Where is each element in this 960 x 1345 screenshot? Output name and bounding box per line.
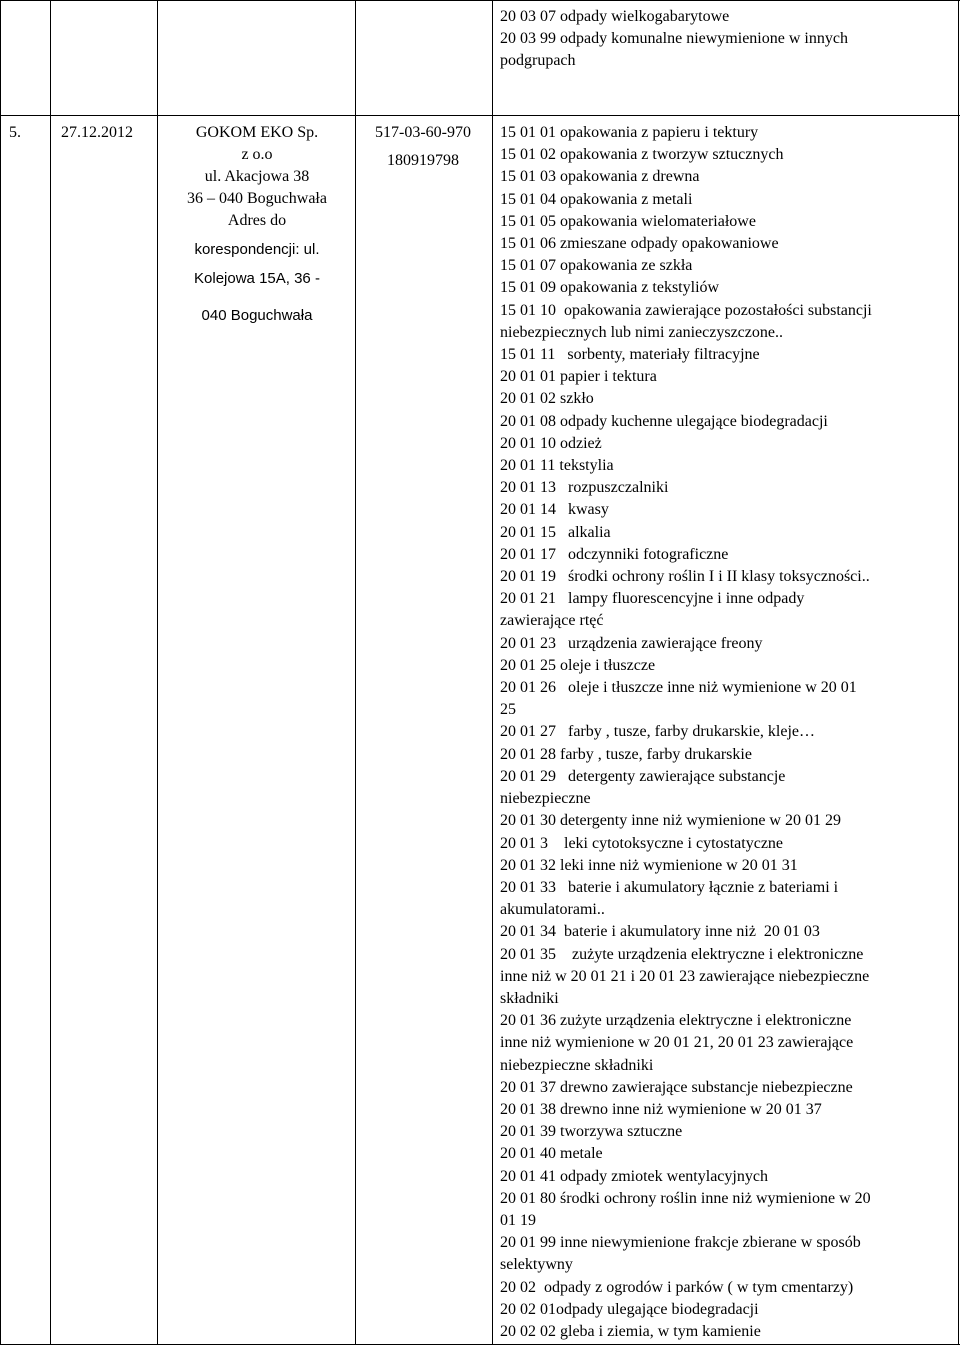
column-divider [492,0,493,1345]
waste-code-line: 20 03 07 odpady wielkogabarytowe [500,8,730,25]
waste-code-line: 01 19 [500,1211,536,1229]
waste-code-line: podgrupach [500,52,576,69]
waste-code-line: niebezpieczne składniki [500,1056,654,1074]
waste-code-line: zawierające rtęć [500,612,604,630]
waste-code-line: akumulatorami.. [500,901,605,919]
waste-code-line: 20 02 01odpady ulegające biodegradacji [500,1300,759,1318]
waste-code-line: 20 01 14 kwasy [500,501,609,519]
waste-code-line: 20 01 35 zużyte urządzenia elektryczne i elektroniczne [500,945,864,963]
waste-code-line: 15 01 07 opakowania ze szkła [500,257,693,275]
waste-code-line: 20 01 37 drewno zawierające substancje niebezpieczne [500,1078,853,1096]
waste-code-line: 20 01 34 baterie i akumulatory inne niż 20 01 03 [500,923,820,941]
column-divider [355,0,356,1345]
waste-code-line: 20 01 36 zużyte urządzenia elektryczne i elektroniczne [500,1012,852,1030]
waste-code-line: 20 01 38 drewno inne niż wymienione w 20 01 37 [500,1100,822,1118]
company-name-line: z o.o [241,146,273,163]
waste-codes-list [500,122,955,1343]
waste-code-line: 20 01 27 farby , tusze, farby drukarskie, kleje… [500,723,816,741]
waste-code-line: 20 01 33 baterie i akumulatory łącznie z bateriami i [500,878,839,896]
waste-code-line: 20 01 28 farby , tusze, farby drukarskie [500,745,752,763]
waste-code-line: 20 02 odpady z ogrodów i parków ( w tym cmentarzy) [500,1278,854,1296]
waste-code-line: 20 01 23 urządzenia zawierające freony [500,634,763,652]
table-left-border [0,0,1,1345]
correspondence-line: Kolejowa 15A, 36 - [194,270,320,287]
company-name-line: GOKOM EKO Sp. [195,124,319,141]
waste-code-line: 20 01 21 lampy fluorescencyjne i inne odpady [500,590,805,608]
waste-code-line: niebezpieczne [500,790,591,808]
waste-code-line: inne niż wymienione w 20 01 21, 20 01 23 zawierające [500,1034,854,1052]
company-address [162,122,352,329]
waste-code-line: 25 [500,701,516,719]
waste-code-line: inne niż w 20 01 21 i 20 01 23 zawierające niebezpieczne [500,967,870,985]
waste-code-line: 20 01 3 leki cytotoksyczne i cytostatyczne [500,834,784,852]
waste-code-line: selektywny [500,1256,573,1274]
column-divider [157,0,158,1345]
waste-code-line: 20 01 15 alkalia [500,523,611,541]
waste-code-line: 20 01 29 detergenty zawierające substancje [500,767,786,785]
entry-date: 27.12.2012 [61,124,133,141]
waste-code-line: 20 01 01 papier i tektura [500,368,657,386]
waste-code-line: 15 01 02 opakowania z tworzyw sztucznych [500,146,784,164]
waste-code-line: 15 01 04 opakowania z metali [500,190,693,208]
waste-code-line: 20 01 19 środki ochrony roślin I i II klasy toksyczności.. [500,568,870,586]
waste-code-line: 20 03 99 odpady komunalne niewymienione w innych [500,30,848,47]
waste-code-line: 20 01 39 tworzywa sztuczne [500,1123,683,1141]
waste-code-line: 20 01 80 środki ochrony roślin inne niż wymienione w 20 [500,1189,871,1207]
waste-code-line: 15 01 03 opakowania z drewna [500,168,700,186]
address-line: 36 – 040 Boguchwała [187,190,327,207]
waste-code-line: 15 01 11 sorbenty, materiały filtracyjne [500,346,760,364]
waste-code-line: 15 01 05 opakowania wielomateriałowe [500,212,756,230]
company-identifiers [358,122,488,194]
waste-code-line: 20 01 13 rozpuszczalniki [500,479,669,497]
correspondence-line: korespondencji: ul. [194,241,320,258]
previous-entry-waste-codes [500,6,950,72]
nip-number: 517-03-60-970 [375,124,471,141]
waste-code-line: 15 01 06 zmieszane odpady opakowaniowe [500,235,779,253]
waste-code-line: 20 01 26 oleje i tłuszcze inne niż wymienione w 20 01 [500,679,857,697]
entry-number: 5. [9,124,21,141]
waste-code-line: 20 01 10 odzież [500,434,602,452]
waste-code-line: 20 01 11 tekstylia [500,457,614,475]
waste-code-line: 20 01 17 odczynniki fotograficzne [500,545,729,563]
waste-code-line: składniki [500,989,559,1007]
regon-number: 180919798 [387,152,459,169]
waste-code-line: 20 02 02 gleba i ziemia, w tym kamienie [500,1322,761,1340]
waste-code-line: 20 01 41 odpady zmiotek wentylacyjnych [500,1167,768,1185]
waste-code-line: 20 01 99 inne niewymienione frakcje zbierane w sposób [500,1234,861,1252]
waste-code-line: 20 01 02 szkło [500,390,594,408]
waste-code-line: 20 01 08 odpady kuchenne ulegające biodegradacji [500,412,828,430]
waste-code-line: 15 01 10 opakowania zawierające pozostałości substancji [500,301,872,319]
address-line: ul. Akacjowa 38 [204,168,310,185]
table-right-border [958,0,959,1345]
column-divider [50,0,51,1345]
waste-code-line: 20 01 40 metale [500,1145,603,1163]
waste-code-line: 15 01 01 opakowania z papieru i tektury [500,124,759,141]
waste-code-line: niebezpiecznych lub nimi zanieczyszczone.. [500,323,783,341]
waste-code-line: 15 01 09 opakowania z tekstyliów [500,279,720,297]
waste-code-line: 20 01 30 detergenty inne niż wymienione w 20 01 29 [500,812,841,830]
waste-code-line: 20 01 25 oleje i tłuszcze [500,656,656,674]
correspondence-line: 040 Boguchwała [201,307,313,324]
address-line: Adres do [227,212,287,229]
waste-code-line: 20 01 32 leki inne niż wymienione w 20 01 31 [500,856,798,874]
table-top-border [0,0,960,1]
row-divider [0,115,960,116]
